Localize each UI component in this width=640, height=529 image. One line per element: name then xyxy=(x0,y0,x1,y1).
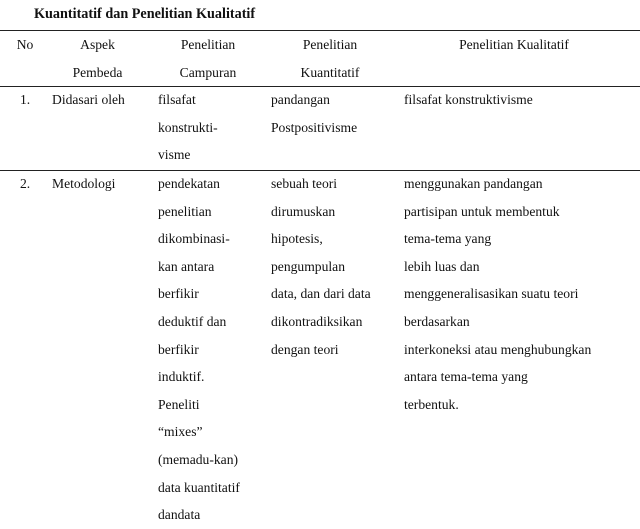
header-kuantitatif-line-2: Kuantitatif xyxy=(300,64,360,80)
row-2-campuran xyxy=(158,170,240,529)
row-2-campuran-line: penelitian xyxy=(158,203,212,219)
header-aspek-line-1: Aspek xyxy=(80,37,115,52)
row-1-campuran xyxy=(158,86,218,169)
row-2-campuran-line: kan antara xyxy=(158,258,215,274)
row-1-kualitatif xyxy=(404,86,533,114)
row-2-campuran-line: berfikir xyxy=(158,286,199,302)
row-2-kuantitatif-line: pengumpulan xyxy=(271,258,345,274)
row-2-kualitatif-line: berdasarkan xyxy=(404,313,470,329)
row-2-kualitatif-line: terbentuk. xyxy=(404,396,459,412)
row-1-no xyxy=(20,86,30,114)
row-2-kualitatif xyxy=(404,170,591,418)
row-1-kuantitatif-line: Postpositivisme xyxy=(271,119,358,135)
row-1-aspek-line: Didasari oleh xyxy=(52,92,125,107)
header-campuran-line-1: Penelitian xyxy=(180,37,236,52)
header-kualitatif xyxy=(404,31,624,59)
row-2-kuantitatif-line: dirumuskan xyxy=(271,203,336,219)
row-1-campuran-line: filsafat xyxy=(158,92,196,107)
row-1-aspek xyxy=(52,86,125,114)
header-kuantitatif-line-1: Penelitian xyxy=(302,37,358,52)
row-2-kuantitatif-line: hipotesis, xyxy=(271,231,323,247)
row-2-campuran-line: data kuantitatif xyxy=(158,479,240,495)
row-1-no-text: 1. xyxy=(20,92,31,107)
row-2-campuran-line: Peneliti xyxy=(158,396,200,412)
header-no xyxy=(14,31,36,59)
row-2-no xyxy=(20,170,30,198)
row-2-campuran-line: induktif. xyxy=(158,369,205,385)
row-2-kualitatif-line: partisipan untuk membentuk xyxy=(404,203,560,219)
row-1-kuantitatif xyxy=(271,86,357,141)
row-2-kuantitatif-line: data, dan dari data xyxy=(271,286,371,302)
row-2-kuantitatif-line: dengan teori xyxy=(271,341,339,357)
row-2-kualitatif-line: tema-tema yang xyxy=(404,231,492,247)
row-2-campuran-line: (memadu-kan) xyxy=(158,451,239,467)
row-2-kuantitatif-line: dikontradiksikan xyxy=(271,313,363,329)
header-kualitatif-line-1: Penelitian Kualitatif xyxy=(459,37,569,52)
row-1-campuran-line: konstrukti- xyxy=(158,119,218,135)
row-2-campuran-line: “mixes” xyxy=(158,424,203,440)
row-2-campuran-line: pendekatan xyxy=(158,176,220,191)
row-2-aspek-line: Metodologi xyxy=(52,176,116,191)
row-1-kualitatif-line: filsafat konstruktivisme xyxy=(404,92,533,107)
row-2-campuran-line: berfikir xyxy=(158,341,199,357)
row-2-no-text: 2. xyxy=(20,176,31,191)
row-2-campuran-line: dandata xyxy=(158,507,201,523)
row-2-campuran-line: dikombinasi- xyxy=(158,231,230,247)
row-2-campuran-line: deduktif dan xyxy=(158,313,227,329)
header-no-text: No xyxy=(16,37,34,52)
row-2-kualitatif-line: menggeneralisasikan suatu teori xyxy=(404,286,579,302)
header-campuran-line-2: Campuran xyxy=(179,64,237,80)
row-1-campuran-line: visme xyxy=(158,147,191,163)
row-2-aspek xyxy=(52,170,115,198)
row-2-kuantitatif-line: sebuah teori xyxy=(271,176,338,191)
row-2-kualitatif-line: antara tema-tema yang xyxy=(404,369,528,385)
header-campuran xyxy=(162,31,254,86)
header-aspek-line-2: Pembeda xyxy=(72,64,123,80)
row-2-kuantitatif xyxy=(271,170,371,363)
row-1-kuantitatif-line: pandangan xyxy=(271,92,330,107)
table-caption: Kuantitatif dan Penelitian Kualitatif xyxy=(34,6,256,22)
row-2-kualitatif-line: menggunakan pandangan xyxy=(404,176,543,191)
row-2-kualitatif-line: lebih luas dan xyxy=(404,258,480,274)
row-2-kualitatif-line: interkoneksi atau menghubungkan xyxy=(404,341,592,357)
header-aspek xyxy=(50,31,145,86)
header-kuantitatif xyxy=(274,31,386,86)
